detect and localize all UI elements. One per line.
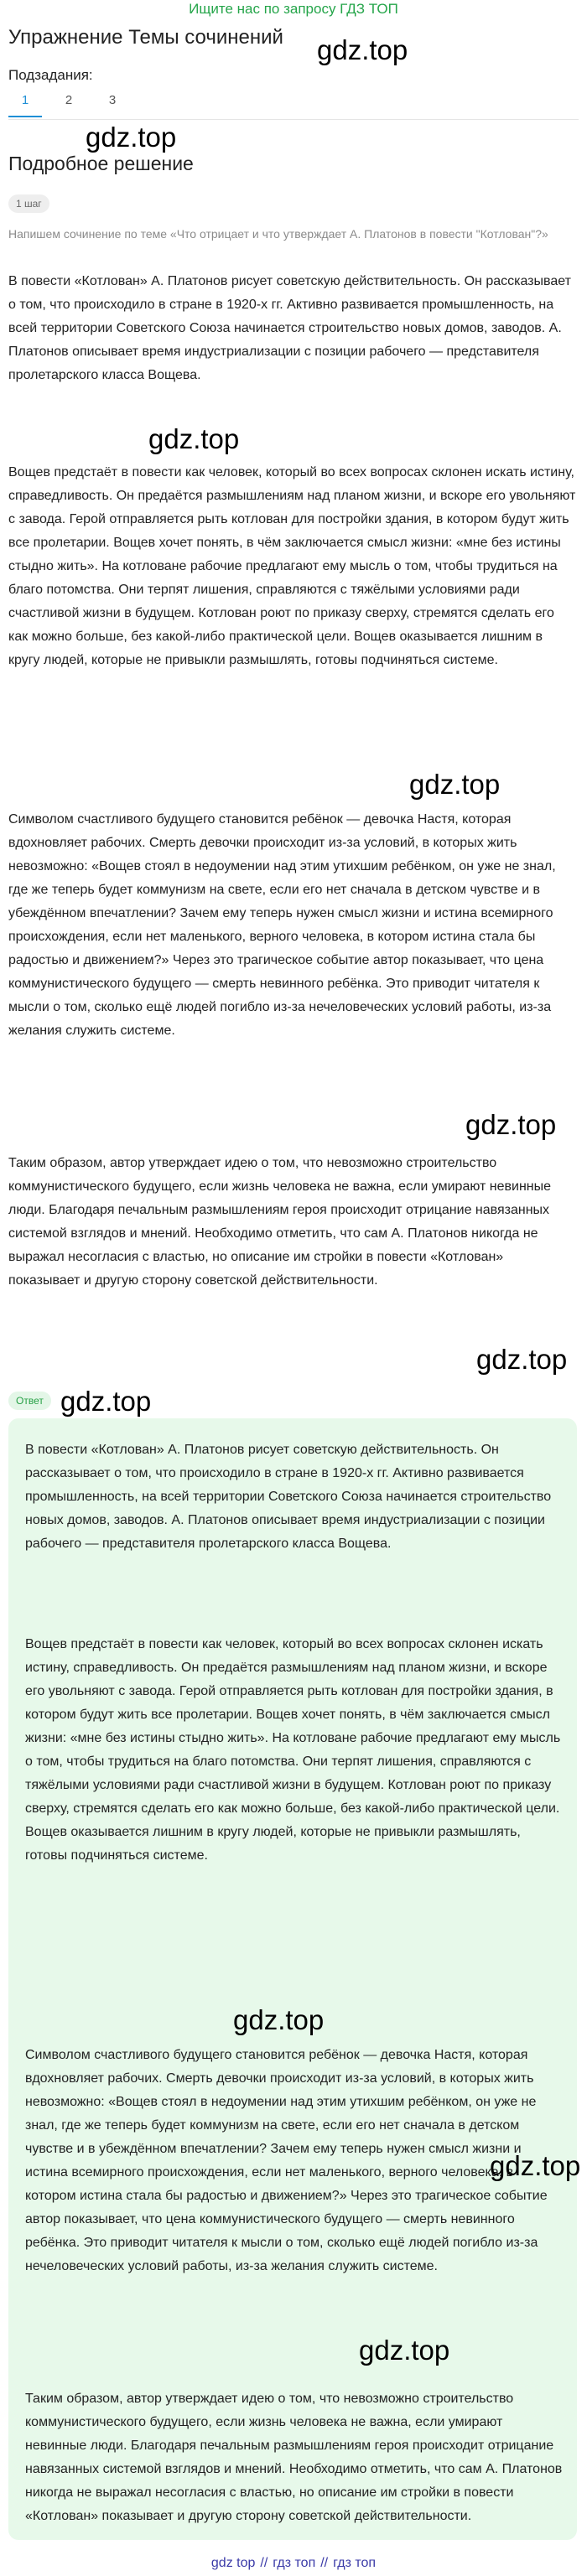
answer-badge: Ответ — [8, 1392, 51, 1410]
answer-paragraph-1: В повести «Котлован» А. Платонов рисует советскую действительность. Он рассказывает о том, что происходило в стране в 1920-х гг. Активно развивается промышленность, на всей территории Советского Союза начинается строительство новых домов, заводов. А. Платонов описывает время индустриализации с позиции рабочего — представителя пролетарского класса Вощева. — [25, 1443, 552, 1551]
watermark: gdz.top — [359, 2335, 450, 2366]
answer-box — [8, 1418, 577, 2540]
solution-paragraph-1: В повести «Котлован» А. Платонов рисует советскую действительность. Он рассказывает о том, что происходило в стране в 1920-х гг. Активно развивается промышленность, на всей территории Советского Союза начинается строительство новых домов, заводов. А. Платонов описывает время индустриализации с позиции рабочего — представителя пролетарского класса Вощева. — [8, 274, 571, 382]
watermark: gdz.top — [233, 2004, 325, 2035]
watermark: gdz.top — [317, 34, 408, 65]
answer-paragraph-4: Таким образом, автор утверждает идею о том, что невозможно строительство коммунистического будущего, если жизнь человека не важна, если умирают невинные люди. Благодаря печальным размышлениям героя происходит отрицание навязанных системой взглядов и мнений. Необходимо отметить, что сам А. Платонов никогда не выражал несогласия с властью, но описание им стройки в повести «Котлован» показывает и другую сторону советской действительности. — [25, 2392, 563, 2523]
tab-1[interactable]: 1 — [8, 91, 42, 117]
footer-link-2[interactable]: гдз топ — [273, 2556, 316, 2570]
watermark: gdz.top — [476, 1344, 568, 1375]
tab-3[interactable]: 3 — [108, 93, 117, 107]
watermark: gdz.top — [60, 1386, 152, 1417]
watermark: gdz.top — [409, 769, 501, 800]
question-text: Напишем сочинение по теме «Что отрицает и что утверждает А. Платонов в повести "Котлован"?» — [8, 227, 548, 241]
solution-paragraph-2: Вощев предстаёт в повести как человек, который во всех вопросах склонен искать истину, справедливость. Он предаётся размышлениям над планом жизни, и вскоре его увольняют с завода. Герой отправляется рыть котлован для постройки здания, в котором будут жить все пролетарии. Вощев хочет понять, в чём заключается смысл жизни: «мне без истины стыдно жить». На котловане рабочие предлагают ему мысль о том, чтобы трудиться на благо потомства. Они терпят лишения, справляются с тяжёлыми условиями ради счастливой жизни в будущем. Котлован роют по приказу сверху, стремятся сделать его как можно больше, без какой-либо практической цели. Вощев оказывается лишним в кругу людей, которые не привыкли размышлять, готовы подчиняться системе. — [8, 465, 576, 667]
tabs-divider — [8, 119, 579, 120]
watermark: gdz.top — [148, 423, 240, 454]
answer-paragraph-2: Вощев предстаёт в повести как человек, который во всех вопросах склонен искать истину, справедливость. Он предаётся размышлениям над планом жизни, и вскоре его увольняют с завода. Герой отправляется рыть котлован для постройки здания, в котором будут жить все пролетарии. Вощев хочет понять, в чём заключается смысл жизни: «мне без истины стыдно жить». На котловане рабочие предлагают ему мысль о том, чтобы трудиться на благо потомства. Они терпят лишения, справляются с тяжёлыми условиями ради счастливой жизни в будущем. Котлован роют по приказу сверху, стремятся сделать его как можно больше, без какой-либо практической цели. Вощев оказывается лишним в кругу людей, которые не привыкли размышлять, готовы подчиняться системе. — [25, 1637, 561, 1863]
solution-heading: Подробное решение — [8, 153, 194, 174]
step-badge: 1 шаг — [8, 194, 49, 213]
watermark: gdz.top — [490, 2150, 581, 2181]
subtasks-label: Подзадания: — [8, 67, 93, 83]
tab-2[interactable]: 2 — [65, 93, 73, 107]
footer-separator: // — [260, 2556, 268, 2570]
top-banner[interactable] — [0, 0, 587, 18]
footer-separator: // — [320, 2556, 329, 2570]
page-title: Упражнение Темы сочинений — [8, 26, 283, 49]
top-banner-link[interactable]: Ищите нас по запросу ГДЗ ТОП — [189, 1, 398, 17]
footer-link-1[interactable]: gdz top — [210, 2556, 256, 2570]
answer-paragraph-3: Символом счастливого будущего становится ребёнок — девочка Настя, которая вдохновляет рабочих. Смерть девочки происходит из-за условий, в которых жить невозможно: «Вощев стоял в недоумении над этим утихшим ребёнком, он уже не знал, где же теперь будет коммунизм на свете, если его нет сначала в детском чувстве и в убеждённом впечатлении? Зачем ему теперь нужен смысл жизни и истина всемирного происхождения, если нет маленького, верного человека, в котором истина стала бы радостью и движением?» Через это трагическое событие автор показывает, что цена коммунистического будущего — смерть невинного ребёнка. Это приводит читателя к мысли о том, сколько ещё людей погибло из-за нечеловеческих условий работы, из-за желания служить системе. — [25, 2048, 548, 2273]
solution-paragraph-3: Символом счастливого будущего становится ребёнок — девочка Настя, которая вдохновляет рабочих. Смерть девочки происходит из-за условий, в которых жить невозможно: «Вощев стоял в недоумении над этим утихшим ребёнком, он уже не знал, где же теперь будет коммунизм на свете, если его нет сначала в детском чувстве и в убеждённом впечатлении? Зачем ему теперь нужен смысл жизни и истина всемирного происхождения, если нет маленького, верного человека, в котором истина стала бы радостью и движением?» Через это трагическое событие автор показывает, что цена коммунистического будущего — смерть невинного ребёнка. Это приводит читателя к мысли о том, сколько ещё людей погибло из-за нечеловеческих условий работы, из-за желания служить системе. — [8, 812, 556, 1038]
footer-links — [0, 2553, 587, 2573]
footer-link-3[interactable]: гдз топ — [333, 2556, 377, 2570]
solution-paragraph-4: Таким образом, автор утверждает идею о том, что невозможно строительство коммунистического будущего, если жизнь человека не важна, если умирают невинные люди. Благодаря печальным размышлениям героя происходит отрицание навязанных системой взглядов и мнений. Необходимо отметить, что сам А. Платонов никогда не выражал несогласия с властью, но описание им стройки в повести «Котлован» показывает и другую сторону советской действительности. — [8, 1156, 552, 1288]
subtask-tabs — [8, 91, 143, 119]
watermark: gdz.top — [465, 1109, 557, 1140]
watermark: gdz.top — [86, 122, 177, 153]
